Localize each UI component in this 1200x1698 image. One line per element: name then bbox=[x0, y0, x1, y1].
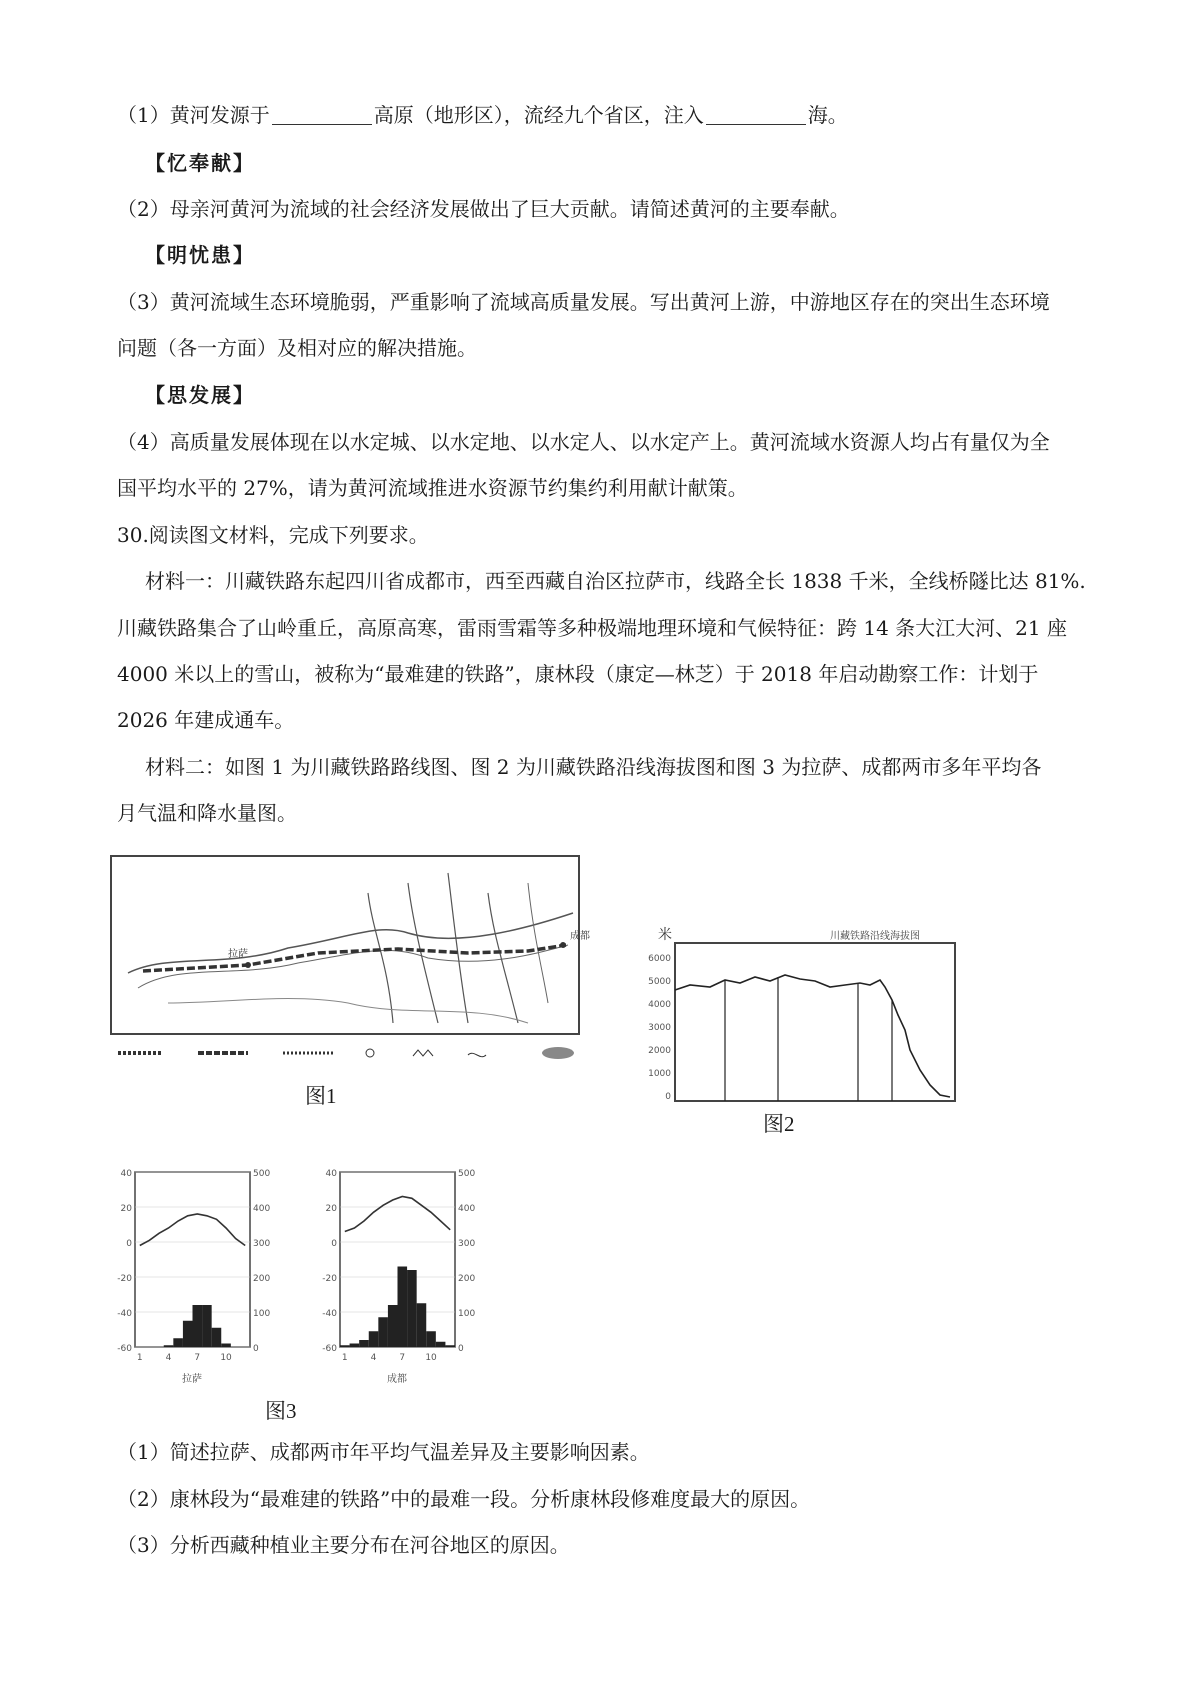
section-heading-1: 【忆奉献】 bbox=[145, 151, 255, 175]
figure3-caption: 图3 bbox=[265, 1399, 297, 1423]
climate-chart-lhasa bbox=[117, 1169, 270, 1385]
precip-bar bbox=[436, 1342, 446, 1347]
elevation-ytick: 1000 bbox=[648, 1069, 671, 1079]
material1-line4: 2026 年建成通车。 bbox=[117, 708, 295, 732]
precip-bar bbox=[173, 1338, 183, 1347]
precip-bar bbox=[193, 1305, 203, 1347]
precip-tick: 400 bbox=[253, 1204, 271, 1214]
precip-tick: 300 bbox=[458, 1239, 476, 1249]
precip-bar bbox=[378, 1317, 388, 1347]
month-tick: 1 bbox=[136, 1353, 143, 1363]
month-tick: 10 bbox=[425, 1353, 437, 1363]
temp-tick: 40 bbox=[120, 1169, 132, 1179]
temp-tick: 20 bbox=[120, 1204, 132, 1214]
map-place-chengdu: 成都 bbox=[570, 931, 590, 942]
climate-chart-chengdu bbox=[322, 1169, 475, 1385]
precip-bar bbox=[369, 1331, 379, 1347]
q29-sub4-line1: （4）高质量发展体现在以水定城、以水定地、以水定人、以水定产上。黄河流域水资源人均占有量仅为全 bbox=[117, 430, 1050, 454]
precip-tick: 500 bbox=[458, 1169, 476, 1179]
precip-bar bbox=[340, 1345, 350, 1347]
q29-sub3-line2: 问题（各一方面）及相对应的解决措施。 bbox=[117, 336, 477, 360]
elevation-ytick: 4000 bbox=[648, 1000, 671, 1010]
month-tick: 4 bbox=[165, 1353, 172, 1363]
q29-sub1: （1）黄河发源于 高原（地形区），流经九个省区，注入 海。 bbox=[117, 103, 848, 127]
section-heading-3: 【思发展】 bbox=[145, 383, 255, 407]
temp-tick: -60 bbox=[117, 1344, 132, 1354]
precip-bar bbox=[398, 1267, 408, 1348]
temp-tick: 40 bbox=[325, 1169, 337, 1179]
elevation-yticks bbox=[648, 954, 671, 1102]
material2-line2: 月气温和降水量图。 bbox=[117, 801, 297, 825]
temp-tick: -40 bbox=[117, 1309, 132, 1319]
figure3-climate-charts bbox=[115, 1160, 535, 1390]
material1-line3: 4000 米以上的雪山，被称为“最难建的铁路”，康林段（康定—林芝）于 2018 年启动勘察工作：计划于 bbox=[117, 662, 1039, 686]
climate-city-name: 成都 bbox=[387, 1374, 407, 1385]
precip-tick: 300 bbox=[253, 1239, 271, 1249]
elevation-ytick: 0 bbox=[665, 1092, 671, 1102]
month-tick: 1 bbox=[341, 1353, 348, 1363]
q30-sub1: （1）简述拉萨、成都两市年平均气温差异及主要影响因素。 bbox=[117, 1440, 650, 1464]
q30-sub2: （2）康林段为“最难建的铁路”中的最难一段。分析康林段修难度最大的原因。 bbox=[117, 1487, 811, 1511]
month-tick: 10 bbox=[220, 1353, 232, 1363]
elevation-unit: 米 bbox=[658, 927, 672, 943]
figure1-route-map bbox=[108, 853, 590, 1075]
temp-tick: 0 bbox=[126, 1239, 132, 1249]
q30-title: 30.阅读图文材料，完成下列要求。 bbox=[117, 523, 429, 547]
precip-bar bbox=[445, 1345, 455, 1347]
map-legend bbox=[118, 1047, 574, 1059]
month-tick: 4 bbox=[370, 1353, 377, 1363]
chengdu-marker bbox=[560, 942, 566, 948]
precip-tick: 200 bbox=[458, 1274, 476, 1284]
temp-tick: 0 bbox=[331, 1239, 337, 1249]
temp-tick: -20 bbox=[322, 1274, 337, 1284]
precip-tick: 0 bbox=[458, 1344, 464, 1354]
elevation-ytick: 2000 bbox=[648, 1046, 671, 1056]
elevation-title: 川藏铁路沿线海拔图 bbox=[830, 931, 920, 942]
material1-line1: 材料一：川藏铁路东起四川省成都市，西至西藏自治区拉萨市，线路全长 1838 千米，全线桥隧比达 81%. bbox=[145, 569, 1086, 593]
answer-blank-1[interactable] bbox=[272, 104, 372, 125]
answer-blank-2[interactable] bbox=[706, 104, 806, 125]
elevation-ytick: 3000 bbox=[648, 1023, 671, 1033]
precip-bar bbox=[202, 1305, 212, 1347]
figure1-caption: 图1 bbox=[305, 1084, 337, 1108]
temp-tick: -60 bbox=[322, 1344, 337, 1354]
climate-city-name: 拉萨 bbox=[182, 1374, 202, 1385]
precip-bar bbox=[183, 1321, 193, 1347]
precip-tick: 0 bbox=[253, 1344, 259, 1354]
q29-sub4-line2: 国平均水平的 27%，请为黄河流域推进水资源节约集约利用献计献策。 bbox=[117, 476, 748, 500]
precip-tick: 100 bbox=[253, 1309, 271, 1319]
precip-bar bbox=[388, 1305, 398, 1347]
precip-tick: 500 bbox=[253, 1169, 271, 1179]
section-heading-2: 【明忧患】 bbox=[145, 243, 255, 267]
figure2-elevation-profile bbox=[630, 925, 960, 1105]
lhasa-marker bbox=[245, 962, 251, 968]
temp-tick: -40 bbox=[322, 1309, 337, 1319]
temp-tick: 20 bbox=[325, 1204, 337, 1214]
precip-bar bbox=[359, 1340, 369, 1347]
precip-bar bbox=[350, 1344, 360, 1348]
precip-tick: 400 bbox=[458, 1204, 476, 1214]
precip-tick: 100 bbox=[458, 1309, 476, 1319]
precip-tick: 200 bbox=[253, 1274, 271, 1284]
elevation-ytick: 5000 bbox=[648, 977, 671, 987]
q30-sub3: （3）分析西藏种植业主要分布在河谷地区的原因。 bbox=[117, 1533, 570, 1557]
precip-bar bbox=[164, 1345, 174, 1347]
month-tick: 7 bbox=[399, 1353, 406, 1363]
material2-line1: 材料二：如图 1 为川藏铁路路线图、图 2 为川藏铁路沿线海拔图和图 3 为拉萨、成都两市多年平均各 bbox=[145, 755, 1042, 779]
precip-bar bbox=[407, 1270, 417, 1347]
q29-sub2: （2）母亲河黄河为流域的社会经济发展做出了巨大贡献。请简述黄河的主要奉献。 bbox=[117, 197, 850, 221]
temp-tick: -20 bbox=[117, 1274, 132, 1284]
elevation-ytick: 6000 bbox=[648, 954, 671, 964]
precip-bar bbox=[417, 1303, 427, 1347]
material1-line2: 川藏铁路集合了山岭重丘，高原高寒，雷雨雪霜等多种极端地理环境和气候特征：跨 14 条大江大河、21 座 bbox=[117, 616, 1067, 640]
precip-bar bbox=[426, 1331, 436, 1347]
precip-bar bbox=[212, 1328, 222, 1347]
map-place-lhasa: 拉萨 bbox=[228, 949, 248, 960]
q29-sub3-line1: （3）黄河流域生态环境脆弱，严重影响了流域高质量发展。写出黄河上游，中游地区存在的突出生态环境 bbox=[117, 290, 1050, 314]
precip-bar bbox=[221, 1344, 231, 1348]
month-tick: 7 bbox=[194, 1353, 201, 1363]
figure2-caption: 图2 bbox=[763, 1112, 795, 1136]
